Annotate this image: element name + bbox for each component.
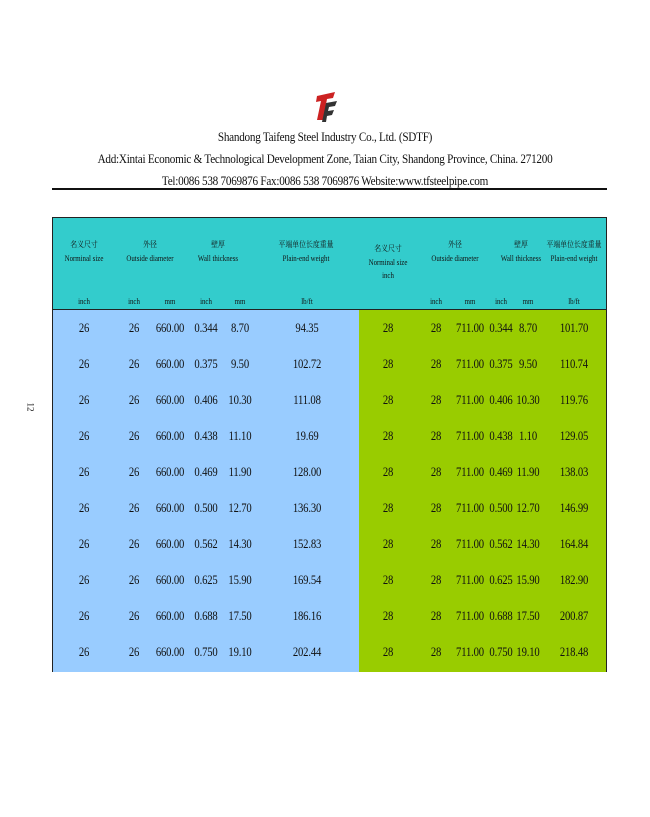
table-cell: 26 [128, 356, 140, 371]
table-cell: 28 [430, 320, 442, 335]
table-cell: 110.74 [560, 356, 588, 371]
table-cell: 28 [430, 608, 442, 623]
header-od-cn: 外径 [143, 240, 157, 249]
table-cell: 660.00 [155, 572, 185, 587]
unit-label: lb/ft [568, 297, 580, 306]
table-cell: 28 [382, 608, 394, 623]
table-cell: 711.00 [456, 644, 484, 659]
company-name: Shandong Taifeng Steel Industry Co., Ltd. (SDTF) [217, 129, 433, 144]
header-nominal-en: Norminal size [64, 254, 104, 263]
table-cell: 711.00 [456, 500, 484, 515]
table-cell: 128.00 [292, 464, 322, 479]
header-wall-en: Wall thickness [500, 254, 542, 263]
table-cell: 119.76 [560, 392, 588, 407]
table-cell: 28 [382, 464, 394, 479]
table-cell: 660.00 [155, 644, 185, 659]
table-cell: 26 [128, 644, 140, 659]
table-cell: 0.688 [489, 608, 513, 623]
table-cell: 152.83 [292, 536, 322, 551]
unit-label: inch [200, 297, 212, 306]
table-cell: 26 [78, 644, 90, 659]
table-cell: 28 [382, 644, 394, 659]
table-cell: 26 [78, 536, 90, 551]
header-od-cn: 外径 [448, 240, 462, 249]
table-cell: 15.90 [228, 572, 252, 587]
unit-label: mm [164, 297, 176, 306]
header-weight-cn: 平端单位长度重量 [278, 240, 334, 249]
table-cell: 28 [430, 536, 442, 551]
table-cell: 200.87 [559, 608, 589, 623]
table-cell: 28 [430, 428, 442, 443]
table-cell: 0.562 [194, 536, 218, 551]
header-weight-en: Plain-end weight [550, 254, 598, 263]
header-wall-cn: 壁厚 [514, 240, 528, 249]
table-cell: 0.469 [194, 464, 218, 479]
header-nominal-cn: 名义尺寸 [70, 240, 98, 249]
table-cell: 102.72 [292, 356, 322, 371]
table-cell: 10.30 [516, 392, 540, 407]
header-wall-cn: 壁厚 [211, 240, 225, 249]
unit-label: mm [464, 297, 476, 306]
table-cell: 14.30 [228, 536, 252, 551]
header-weight-cn: 平端单位长度重量 [546, 240, 602, 249]
table-cell: 711.00 [456, 608, 484, 623]
table-cell: 0.344 [489, 320, 513, 335]
header-wall-en: Wall thickness [197, 254, 239, 263]
table-cell: 186.16 [292, 608, 322, 623]
table-cell: 26 [78, 464, 90, 479]
table-border-left [52, 310, 53, 672]
table-cell: 26 [128, 320, 140, 335]
table-cell: 15.90 [516, 572, 540, 587]
table-cell: 660.00 [155, 464, 185, 479]
table-cell: 0.750 [194, 644, 218, 659]
table-cell: 11.10 [228, 428, 252, 443]
table-cell: 28 [382, 428, 394, 443]
tf-logo-icon [313, 90, 339, 124]
table-cell: 28 [382, 500, 394, 515]
table-cell: 26 [78, 392, 90, 407]
header-nominal-en: Norminal size [368, 258, 408, 267]
table-cell: 26 [128, 428, 140, 443]
unit-label: mm [522, 297, 534, 306]
table-cell: 0.625 [489, 572, 513, 587]
unit-label: lb/ft [301, 297, 313, 306]
table-cell: 169.54 [292, 572, 322, 587]
table-cell: 26 [128, 392, 140, 407]
table-cell: 164.84 [559, 536, 589, 551]
table-cell: 26 [78, 572, 90, 587]
table-cell: 12.70 [516, 500, 540, 515]
pipe-weight-table [52, 217, 607, 672]
table-cell: 17.50 [516, 608, 540, 623]
table-cell: 26 [128, 464, 140, 479]
table-cell: 0.500 [194, 500, 218, 515]
table-cell: 28 [430, 572, 442, 587]
table-cell: 26 [78, 428, 90, 443]
table-cell: 0.406 [489, 392, 513, 407]
table-cell: 101.70 [559, 320, 589, 335]
table-cell: 0.375 [489, 356, 513, 371]
table-cell: 0.688 [194, 608, 218, 623]
table-cell: 660.00 [155, 608, 185, 623]
table-cell: 711.00 [456, 428, 484, 443]
table-cell: 0.344 [194, 320, 218, 335]
table-border-right [606, 310, 607, 672]
table-cell: 11.90 [228, 464, 252, 479]
unit-label: mm [234, 297, 246, 306]
table-cell: 129.05 [559, 428, 589, 443]
table-cell: 0.438 [194, 428, 218, 443]
table-cell: 218.48 [559, 644, 589, 659]
table-cell: 0.500 [489, 500, 513, 515]
table-cell: 0.562 [489, 536, 513, 551]
table-cell: 1.10 [518, 428, 537, 443]
table-cell: 11.90 [516, 464, 540, 479]
table-cell: 0.375 [194, 356, 218, 371]
table-cell: 28 [430, 356, 442, 371]
table-cell: 660.00 [155, 500, 185, 515]
page-number: 12 [25, 402, 36, 412]
table-cell: 28 [382, 356, 394, 371]
table-cell: 26 [128, 572, 140, 587]
company-contact: Tel:0086 538 7069876 Fax:0086 538 7069876 Website:www.tfsteelpipe.com [161, 173, 489, 188]
table-cell: 711.00 [456, 392, 484, 407]
table-cell: 28 [430, 500, 442, 515]
table-cell: 136.30 [292, 500, 322, 515]
table-cell: 26 [78, 320, 90, 335]
table-cell: 28 [382, 536, 394, 551]
table-cell: 8.70 [518, 320, 537, 335]
table-cell: 17.50 [228, 608, 252, 623]
table-cell: 9.50 [230, 356, 249, 371]
table-cell: 94.35 [295, 320, 319, 335]
header-divider [52, 188, 607, 190]
table-cell: 0.625 [194, 572, 218, 587]
table-cell: 26 [78, 356, 90, 371]
table-cell: 711.00 [456, 536, 484, 551]
table-cell: 10.30 [228, 392, 252, 407]
table-cell: 28 [430, 392, 442, 407]
table-cell: 28 [382, 572, 394, 587]
table-cell: 26 [128, 608, 140, 623]
table-cell: 26 [128, 500, 140, 515]
table-cell: 138.03 [559, 464, 589, 479]
table-cell: 26 [78, 608, 90, 623]
table-cell: 0.750 [489, 644, 513, 659]
table-cell: 28 [382, 320, 394, 335]
table-cell: 660.00 [155, 428, 185, 443]
table-cell: 14.30 [516, 536, 540, 551]
table-cell: 19.10 [228, 644, 252, 659]
company-address: Add:Xintai Economic & Technological Development Zone, Taian City, Shandong Province, China. 271200 [97, 151, 553, 166]
table-cell: 28 [430, 464, 442, 479]
table-cell: 9.50 [518, 356, 537, 371]
header-weight-en: Plain-end weight [282, 254, 330, 263]
table-cell: 182.90 [559, 572, 589, 587]
header-od-en: Outside diameter [431, 254, 479, 263]
table-cell: 660.00 [155, 536, 185, 551]
unit-label: inch [430, 297, 442, 306]
unit-label: inch [78, 297, 90, 306]
table-cell: 0.406 [194, 392, 218, 407]
table-cell: 28 [382, 392, 394, 407]
table-cell: 19.10 [516, 644, 540, 659]
table-cell: 146.99 [559, 500, 589, 515]
table-cell: 8.70 [230, 320, 249, 335]
table-cell: 711.00 [456, 356, 484, 371]
table-cell: 660.00 [155, 392, 185, 407]
unit-label: inch [495, 297, 507, 306]
table-cell: 111.08 [293, 392, 321, 407]
table-cell: 711.00 [456, 320, 484, 335]
unit-label: inch [128, 297, 140, 306]
header-od-en: Outside diameter [126, 254, 174, 263]
table-cell: 26 [78, 500, 90, 515]
table-cell: 0.469 [489, 464, 513, 479]
table-cell: 711.00 [456, 572, 484, 587]
table-cell: 660.00 [155, 320, 185, 335]
header-nominal-unit: inch [382, 271, 394, 280]
table-cell: 28 [430, 644, 442, 659]
table-cell: 19.69 [295, 428, 319, 443]
table-cell: 202.44 [292, 644, 322, 659]
header-nominal-cn: 名义尺寸 [374, 244, 402, 253]
table-cell: 711.00 [456, 464, 484, 479]
table-cell: 0.438 [489, 428, 513, 443]
table-cell: 12.70 [228, 500, 252, 515]
table-cell: 660.00 [155, 356, 185, 371]
table-cell: 26 [128, 536, 140, 551]
